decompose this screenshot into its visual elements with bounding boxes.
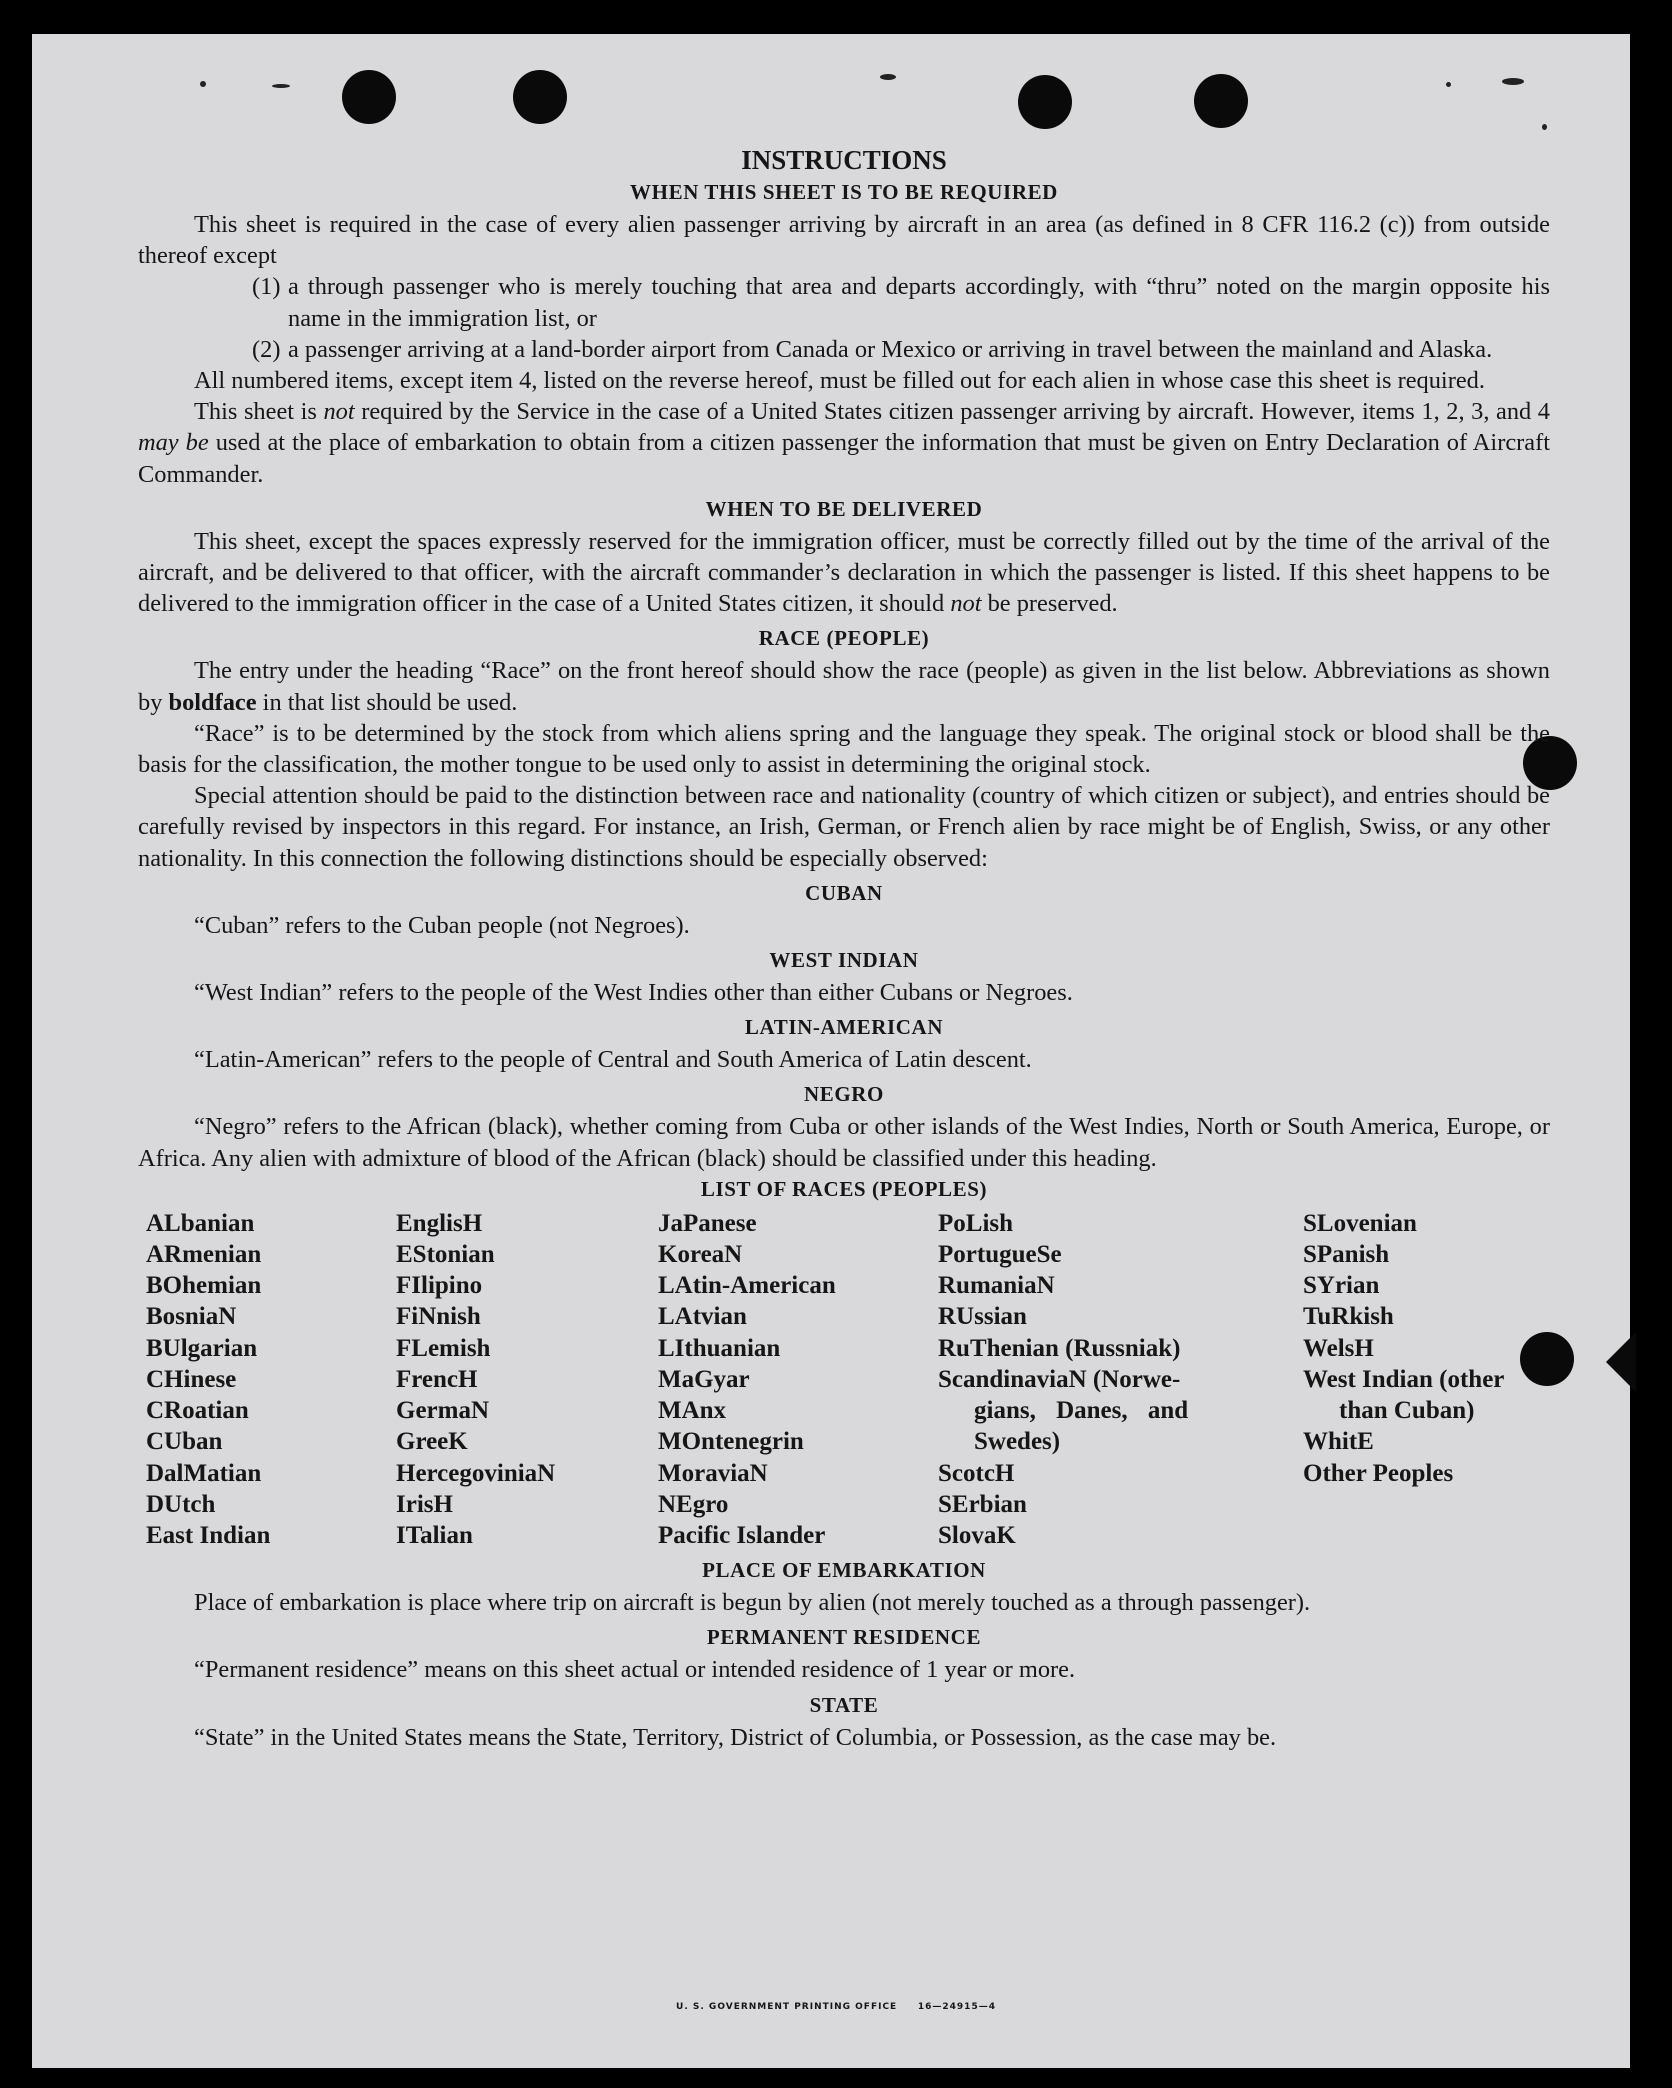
race-item: FiNnish (396, 1303, 481, 1331)
race-item: WelsH (1303, 1334, 1374, 1362)
section-heading-races-list: LIST OF RACES (PEOPLES) (700, 1176, 988, 1201)
race-item: GreeK (396, 1428, 468, 1456)
race-item: FrencH (396, 1365, 478, 1393)
exception-number: (2) (252, 335, 281, 363)
race-item: ARmenian (146, 1241, 262, 1269)
speck (272, 84, 290, 88)
races-column (396, 1208, 658, 1551)
race-item: DUtch (146, 1490, 216, 1518)
paragraph: This sheet, except the spaces expressly reserved for the immigration officer, must be correctly filled out by the time of the arrival of the aircraft, and be delivered to that officer, with the aircraft commander’s declaration in which the passenger is listed. If this sheet happens to be delivered to the immigration officer in the case of a United States citizen, it should not be preserved. (138, 527, 1550, 618)
race-item: NEgro (658, 1490, 729, 1518)
race-item: WhitE (1303, 1428, 1374, 1456)
race-item: BUlgarian (146, 1334, 258, 1362)
page-edge-notch (1606, 1332, 1636, 1392)
race-item: MAnx (658, 1397, 727, 1425)
section-heading-west-indian: WEST INDIAN (769, 948, 919, 973)
section-heading-delivered: WHEN TO BE DELIVERED (705, 496, 983, 521)
exception-text: a through passenger who is merely touching that area and departs accordingly, with “thru” noted on the margin opposite his name in the immigration list, or (288, 273, 1550, 332)
section-heading-residence: PERMANENT RESIDENCE (706, 1625, 982, 1650)
race-item: PortugueSe (938, 1241, 1062, 1269)
race-item: EnglisH (396, 1209, 483, 1237)
races-list (146, 1208, 1550, 1551)
page-title: INSTRUCTIONS (741, 145, 947, 175)
race-item: West Indian (other (1303, 1365, 1505, 1393)
race-item: TuRkish (1303, 1303, 1394, 1331)
races-column (938, 1208, 1303, 1551)
race-item: GermaN (396, 1397, 490, 1425)
paragraph: The entry under the heading “Race” on the front hereof should show the race (people) as given in the list below. Abbreviations as shown by boldface in that list should be used. (138, 657, 1550, 716)
section-heading-embarkation: PLACE OF EMBARKATION (702, 1558, 986, 1583)
race-item: LAtvian (658, 1303, 747, 1331)
paragraph: This sheet is not required by the Service in the case of a United States citizen passenger arriving by aircraft. However, items 1, 2, 3, and 4 may be used at the place of embarkation to obtain from a citizen passenger the information that must be given on Entry Declaration of Aircraft Commander. (138, 398, 1550, 488)
race-item: BosniaN (146, 1303, 237, 1331)
race-item: Pacific Islander (658, 1521, 826, 1549)
paragraph: “Negro” refers to the African (black), whether coming from Cuba or other islands of the West Indies, North or South America, Europe, or Africa. Any alien with admixture of blood of the African (black) should be classified under this heading. (138, 1113, 1550, 1172)
section-heading-required: WHEN THIS SHEET IS TO BE REQUIRED (630, 180, 1058, 204)
race-item: RumaniaN (938, 1272, 1055, 1300)
race-item: ScandinaviaN (Norwe- (938, 1365, 1181, 1393)
race-item: DalMatian (146, 1459, 262, 1487)
punch-hole (513, 70, 567, 124)
race-item: CUban (146, 1428, 223, 1456)
paragraph: “Latin-American” refers to the people of Central and South America of Latin descent. (194, 1046, 1032, 1074)
paragraph: Place of embarkation is place where trip on aircraft is begun by alien (not merely touched as a through passenger). (194, 1589, 1311, 1617)
paragraph: “Cuban” refers to the Cuban people (not Negroes). (194, 911, 690, 939)
race-item: ScotcH (938, 1459, 1015, 1487)
race-item: ITalian (396, 1521, 473, 1549)
section-heading-negro: NEGRO (803, 1082, 884, 1107)
race-item: RUssian (938, 1303, 1027, 1331)
section-heading-latin-american: LATIN-AMERICAN (744, 1015, 944, 1040)
race-item: EStonian (396, 1241, 495, 1269)
speck (1446, 82, 1451, 87)
race-item: Other Peoples (1303, 1459, 1454, 1487)
race-item: KoreaN (658, 1241, 743, 1269)
exception-item (252, 271, 1550, 333)
race-item: MoraviaN (658, 1459, 768, 1487)
races-column (658, 1208, 938, 1551)
race-item: RuThenian (Russniak) (938, 1334, 1181, 1362)
race-item: CRoatian (146, 1397, 249, 1425)
paragraph: “West Indian” refers to the people of the West Indies other than either Cubans or Negroes. (194, 979, 1073, 1007)
punch-hole (1018, 75, 1072, 129)
exception-item (252, 334, 1550, 365)
race-item: ALbanian (146, 1209, 255, 1237)
race-item: East Indian (146, 1521, 271, 1549)
race-item: LIthuanian (658, 1334, 781, 1362)
speck (1542, 124, 1547, 130)
punch-hole (1194, 74, 1248, 128)
race-item: MaGyar (658, 1365, 750, 1393)
race-item: PoLish (938, 1209, 1014, 1237)
races-column (1303, 1208, 1558, 1551)
section-heading-state: STATE (809, 1692, 879, 1717)
race-item: BOhemian (146, 1272, 262, 1300)
race-item: SYrian (1303, 1272, 1380, 1300)
race-item: MOntenegrin (658, 1428, 804, 1456)
race-item: HercegoviniaN (396, 1459, 556, 1487)
race-item: SlovaK (938, 1521, 1016, 1549)
race-item: SErbian (938, 1490, 1027, 1518)
instructions-content (138, 143, 1550, 1753)
race-item-continued: than Cuban) (1339, 1397, 1475, 1425)
race-item: SLovenian (1303, 1209, 1417, 1237)
race-item: SPanish (1303, 1241, 1390, 1269)
race-item: LAtin-American (658, 1272, 836, 1300)
printing-office-footer: U. S. GOVERNMENT PRINTING OFFICE 16—24915—4 (676, 2002, 996, 2012)
section-heading-race: RACE (PEOPLE) (758, 626, 930, 651)
race-item: FLemish (396, 1334, 491, 1362)
exception-text: a passenger arriving at a land-border airport from Canada or Mexico or arriving in travel between the mainland and Alaska. (288, 335, 1493, 363)
speck (1502, 78, 1524, 85)
paragraph: “Race” is to be determined by the stock from which aliens spring and the language they speak. The original stock or blood shall be the basis for the classification, the mother tongue to be used only to assist in determining the original stock. (138, 719, 1550, 779)
paragraph: This sheet is required in the case of every alien passenger arriving by aircraft in an area (as defined in 8 CFR 116.2 (c)) from outside thereof except (138, 211, 1550, 270)
race-item: CHinese (146, 1365, 237, 1393)
paragraph: “State” in the United States means the State, Territory, District of Columbia, or Possession, as the case may be. (194, 1723, 1277, 1751)
exception-number: (1) (252, 273, 281, 301)
speck (880, 74, 896, 80)
races-column (146, 1208, 396, 1551)
speck (200, 81, 206, 87)
paragraph: Special attention should be paid to the distinction between race and nationality (country of which citizen or subject), and entries should be carefully revised by inspectors in this regard. For instance, an Irish, German, or French alien by race might be of English, Swiss, or any other nationality. In this connection the following distinctions should be especially observed: (138, 782, 1550, 872)
race-item-continued: Swedes) (974, 1428, 1061, 1456)
section-heading-cuban: CUBAN (805, 880, 883, 905)
punch-hole (342, 70, 396, 124)
paragraph: All numbered items, except item 4, listed on the reverse hereof, must be filled out for each alien in whose case this sheet is required. (194, 367, 1485, 395)
race-item: FIlipino (396, 1272, 483, 1300)
race-item: JaPanese (658, 1209, 757, 1237)
paragraph: “Permanent residence” means on this sheet actual or intended residence of 1 year or more. (194, 1656, 1076, 1684)
race-item: IrisH (396, 1490, 453, 1518)
race-item-continued: gians, Danes, and (974, 1397, 1189, 1425)
